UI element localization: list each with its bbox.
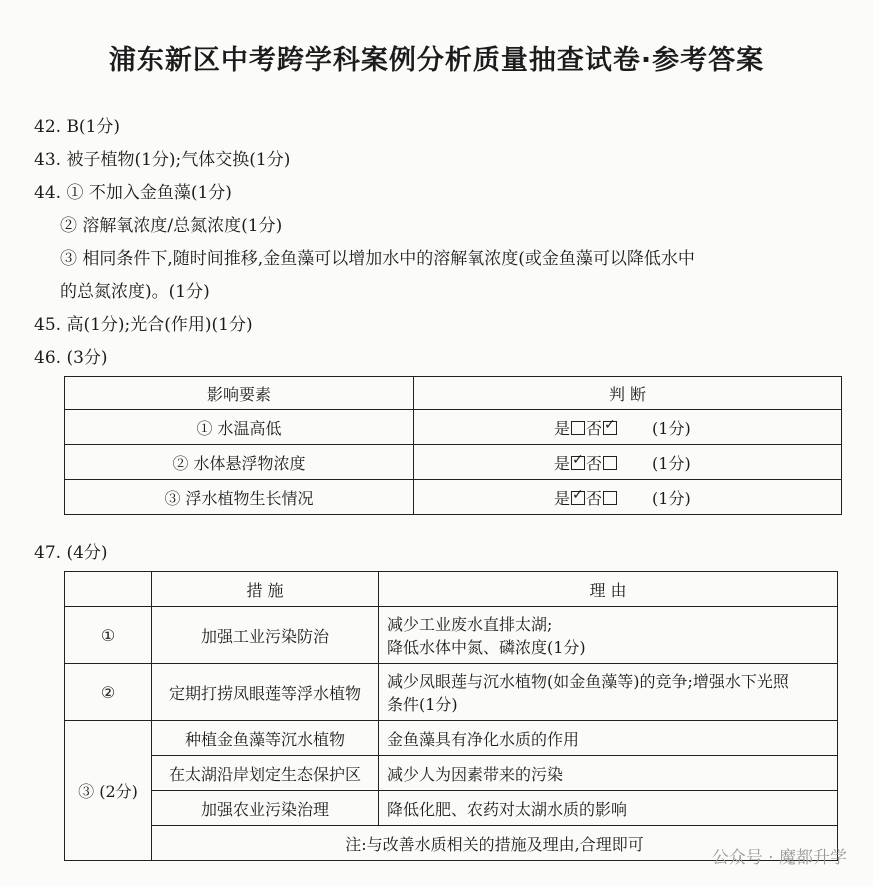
answer-44-2: ② 溶解氧浓度/总氮浓度(1分) xyxy=(60,216,283,236)
table46-header-judge: 判 断 xyxy=(414,377,842,410)
answer-46: 46. (3分) xyxy=(34,348,108,368)
reason-cell: 金鱼藻具有净化水质的作用 xyxy=(379,721,838,756)
table-row xyxy=(65,664,838,721)
factor-cell: ③ 浮水植物生长情况 xyxy=(65,480,414,515)
answer-44-3a: ③ 相同条件下,随时间推移,金鱼藻可以增加水中的溶解氧浓度(或金鱼藻可以降低水中 xyxy=(60,249,695,269)
table46-header-factor: 影响要素 xyxy=(65,377,414,410)
answer-45: 45. 高(1分);光合(作用)(1分) xyxy=(34,315,253,335)
row-number: ① xyxy=(65,607,152,664)
reason-cell: 减少工业废水直排太湖; 降低水体中氮、磷浓度(1分) xyxy=(379,607,838,664)
table47-header-reason: 理 由 xyxy=(379,572,838,607)
checkbox-yes xyxy=(571,421,585,435)
table47-header-empty xyxy=(65,572,152,607)
answer-44-1: 44. ① 不加入金鱼藻(1分) xyxy=(34,183,232,203)
table-row xyxy=(65,791,838,826)
judge-cell: 是✓ 否 (1分) xyxy=(414,480,842,515)
checkbox-no-checked xyxy=(603,421,617,435)
factor-cell: ① 水温高低 xyxy=(65,410,414,445)
factor-cell: ② 水体悬浮物浓度 xyxy=(65,445,414,480)
table-46 xyxy=(64,376,842,515)
table-row xyxy=(65,480,842,515)
note-cell: 注:与改善水质相关的措施及理由,合理即可 xyxy=(152,826,838,861)
watermark: 公众号 · 魔都升学 xyxy=(711,848,847,868)
measure-cell: 加强工业污染防治 xyxy=(152,607,379,664)
answer-47: 47. (4分) xyxy=(34,543,108,563)
row-number: ② xyxy=(65,664,152,721)
table47-header-measure: 措 施 xyxy=(152,572,379,607)
judge-cell: 是✓ 否 (1分) xyxy=(414,445,842,480)
answer-42: 42. B(1分) xyxy=(34,117,121,137)
table-row xyxy=(65,721,838,756)
table-row xyxy=(65,756,838,791)
measure-cell: 定期打捞凤眼莲等浮水植物 xyxy=(152,664,379,721)
measure-cell: 种植金鱼藻等沉水植物 xyxy=(152,721,379,756)
judge-cell: 是 否✓ (1分) xyxy=(414,410,842,445)
measure-cell: 在太湖沿岸划定生态保护区 xyxy=(152,756,379,791)
page-title: 浦东新区中考跨学科案例分析质量抽查试卷·参考答案 xyxy=(108,45,765,76)
table-47 xyxy=(64,571,838,861)
reason-cell: 减少凤眼莲与沉水植物(如金鱼藻等)的竞争;增强水下光照 条件(1分) xyxy=(379,664,838,721)
reason-cell: 减少人为因素带来的污染 xyxy=(379,756,838,791)
table-row xyxy=(65,445,842,480)
row-number: ③ (2分) xyxy=(65,721,152,861)
checkbox-no xyxy=(603,491,617,505)
checkbox-no xyxy=(603,456,617,470)
answer-44-3b: 的总氮浓度)。(1分) xyxy=(60,282,210,302)
measure-cell: 加强农业污染治理 xyxy=(152,791,379,826)
answer-43: 43. 被子植物(1分);气体交换(1分) xyxy=(34,150,291,170)
checkbox-yes-checked xyxy=(571,491,585,505)
reason-cell: 降低化肥、农药对太湖水质的影响 xyxy=(379,791,838,826)
table-row xyxy=(65,410,842,445)
table-row xyxy=(65,607,838,664)
checkbox-yes-checked xyxy=(571,456,585,470)
